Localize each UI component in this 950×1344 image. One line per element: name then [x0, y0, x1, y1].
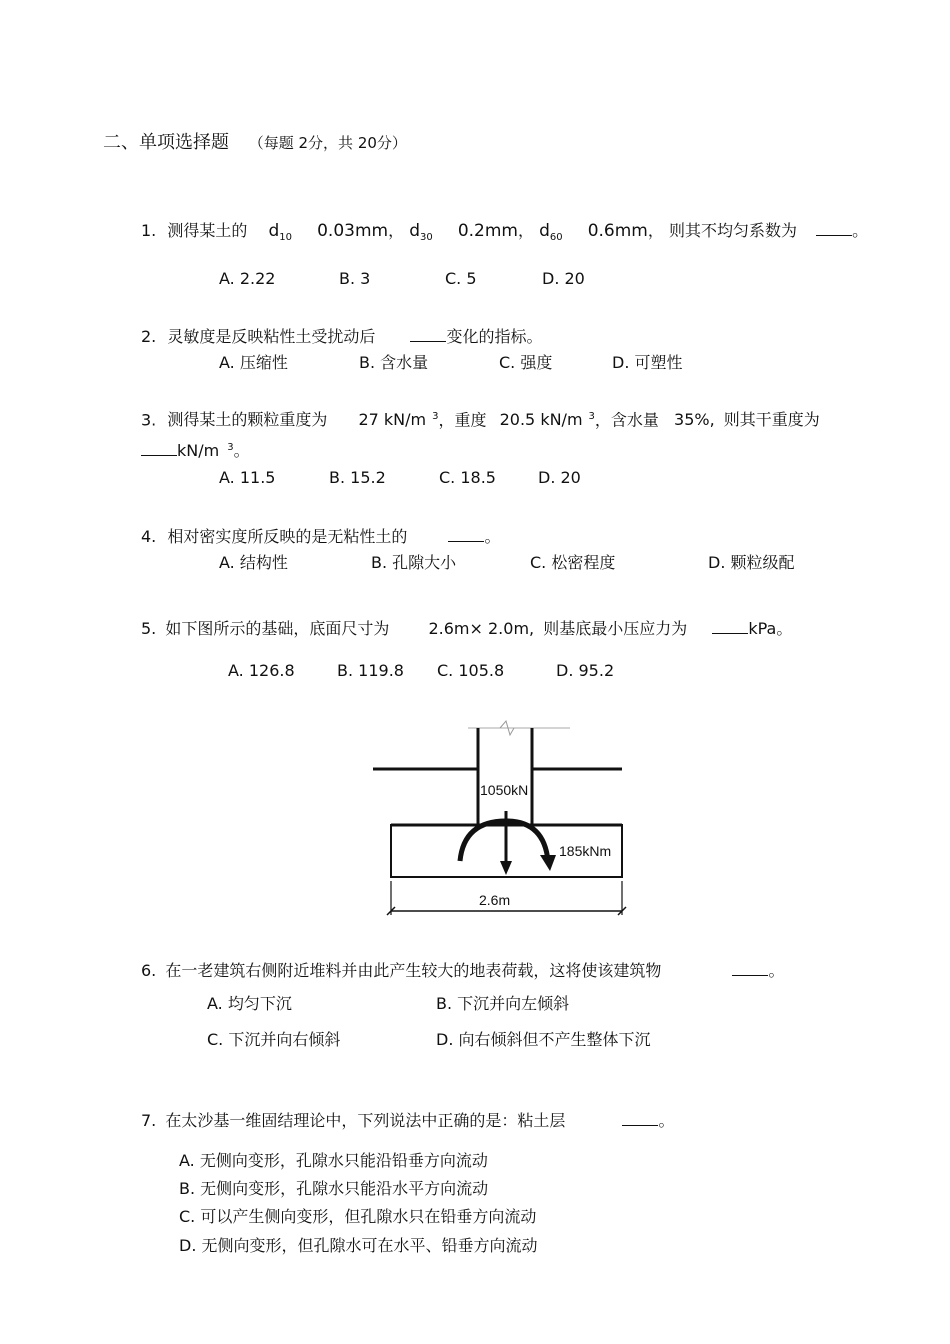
answer-blank — [712, 619, 748, 634]
q3-option-b: B. 15.2 — [329, 468, 386, 487]
moment-label: 185kNm — [559, 843, 612, 859]
q3-option-a: A. 11.5 — [219, 468, 276, 487]
section-heading: 二、单项选择题 （每题 2分，共 20分） — [103, 132, 407, 153]
q1-option-c: C. 5 — [445, 269, 477, 288]
q7-option-c: C. 可以产生侧向变形，但孔隙水只在铅垂方向流动 — [179, 1207, 537, 1226]
question-1-stem: 1. 测得某土的 $d_{10}$ 0.03mm， $d_{30}$ 0.2mm， $d_{60}$ 0.6mm， 则其不均匀系数为 。 — [141, 221, 869, 244]
q6-option-d: D. 向右倾斜但不产生整体下沉 — [436, 1030, 651, 1049]
question-4-stem: 4. 相对密实度所反映的是无粘性土的 。 — [141, 527, 501, 546]
width-label: 2.6m — [479, 892, 511, 908]
q7-option-a: A. 无侧向变形，孔隙水只能沿铅垂方向流动 — [179, 1151, 488, 1170]
q4-option-a: A. 结构性 — [219, 553, 288, 572]
question-7-stem: 7. 在太沙基一维固结理论中，下列说法中正确的是：粘土层 。 — [141, 1111, 675, 1130]
q6-option-b: B. 下沉并向左倾斜 — [436, 994, 570, 1013]
q1-option-a: A. 2.22 — [219, 269, 276, 288]
q3-option-d: D. 20 — [538, 468, 581, 487]
q4-option-b: B. 孔隙大小 — [371, 553, 457, 572]
q7-option-d: D. 无侧向变形，但孔隙水可在水平、铅垂方向流动 — [179, 1236, 538, 1255]
q7-option-b: B. 无侧向变形，孔隙水只能沿水平方向流动 — [179, 1179, 489, 1198]
answer-blank — [410, 327, 446, 342]
q2-option-d: D. 可塑性 — [612, 353, 683, 372]
q3-option-c: C. 18.5 — [439, 468, 496, 487]
q5-option-a: A. 126.8 — [228, 661, 295, 680]
q4-option-d: D. 颗粒级配 — [708, 553, 795, 572]
answer-blank — [732, 961, 768, 976]
q5-option-d: D. 95.2 — [556, 661, 615, 680]
q5-option-b: B. 119.8 — [337, 661, 404, 680]
answer-blank — [141, 441, 177, 456]
break-mark-icon — [468, 721, 570, 735]
answer-blank — [816, 221, 852, 236]
question-2-stem: 2. 灵敏度是反映粘性土受扰动后 变化的指标。 — [141, 327, 543, 346]
q4-option-c: C. 松密程度 — [530, 553, 616, 572]
q2-option-b: B. 含水量 — [359, 353, 429, 372]
question-5-stem: 5. 如下图所示的基础，底面尺寸为 2.6m× 2.0m, 则基底最小压应力为 kPa。 — [141, 619, 793, 638]
load-label: 1050kN — [480, 782, 529, 798]
answer-blank — [622, 1111, 658, 1126]
q2-option-a: A. 压缩性 — [219, 353, 288, 372]
foundation-figure — [360, 715, 650, 925]
question-3-stem-line2: kN/m $^3$。 — [141, 441, 250, 459]
section-note: （每题 2分，共 20分） — [248, 134, 407, 152]
q2-option-c: C. 强度 — [499, 353, 553, 372]
q1-option-d: D. 20 — [542, 269, 585, 288]
answer-blank — [448, 527, 484, 542]
question-3-stem: 3. 测得某土的颗粒重度为 27 kN/m $^3$，重度 20.5 kN/m $^3$，含水量 35%, 则其干重度为 — [141, 410, 820, 430]
q1-option-b: B. 3 — [339, 269, 371, 288]
q6-option-a: A. 均匀下沉 — [207, 994, 292, 1013]
q6-option-c: C. 下沉并向右倾斜 — [207, 1030, 341, 1049]
question-6-stem: 6. 在一老建筑右侧附近堆料并由此产生较大的地表荷载，这将使该建筑物 。 — [141, 961, 785, 980]
q5-option-c: C. 105.8 — [437, 661, 505, 680]
